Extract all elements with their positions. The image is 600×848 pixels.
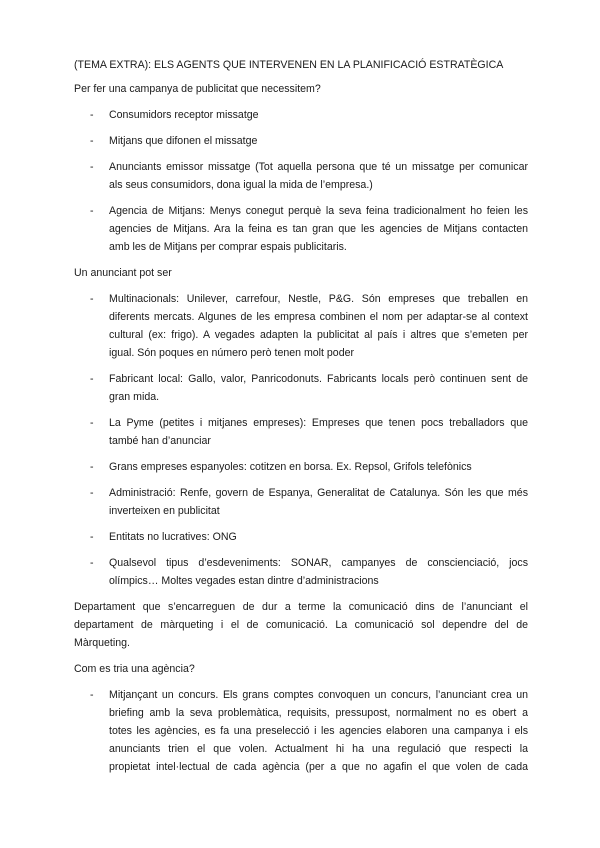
- question-advertiser-types: Un anunciant pot ser: [74, 267, 172, 279]
- list-item-line: Anunciants emissor missatge (Tot aquella persona que té un missatge per comunicar: [109, 161, 528, 173]
- list-item-text: [109, 158, 528, 194]
- list-item: [74, 484, 528, 520]
- list-item: [74, 686, 528, 776]
- list-item-text: [109, 370, 528, 406]
- list-item-text: [109, 554, 528, 590]
- list-item-text: [109, 484, 528, 520]
- list-item-line: Fabricant local: Gallo, valor, Panricodonuts. Fabricants locals però continuen sent de: [109, 373, 528, 385]
- bullet-dash: -: [90, 161, 94, 173]
- list-item-line: Multinacionals: Unilever, carrefour, Nestle, P&G. Són empreses que treballen en: [109, 293, 528, 305]
- document-title: (TEMA EXTRA): ELS AGENTS QUE INTERVENEN EN LA PLANIFICACIÓ ESTRATÈGICA: [74, 59, 504, 71]
- list-item: [74, 106, 528, 124]
- agency-selection-list: [74, 686, 528, 776]
- list-item-line: cultural (ex: frigo). A vegades adapten la publicitat al país i altres que s’emeten per: [109, 329, 528, 341]
- question-campaign-needs: Per fer una campanya de publicitat que necessitem?: [74, 83, 321, 95]
- list-item-text: [109, 290, 528, 362]
- question-choose-agency: Com es tria una agència?: [74, 663, 195, 675]
- list-item-line: Grans empreses espanyoles: cotitzen en borsa. Ex. Repsol, Grifols telefònics: [109, 461, 472, 473]
- advertiser-types-list: [74, 290, 528, 590]
- list-item-line: diferents mercats. Algunes de les empresa combinen el nom per adaptar-se al context: [109, 311, 528, 323]
- list-item-text: [109, 106, 528, 124]
- list-item-text: [109, 458, 528, 476]
- bullet-dash: -: [90, 689, 94, 701]
- bullet-dash: -: [90, 109, 94, 121]
- list-item: [74, 414, 528, 450]
- list-item-line: amb les de Mitjans per comprar espais publicitaris.: [109, 241, 347, 253]
- list-item-text: [109, 414, 528, 450]
- list-item-line: Mitjançant un concurs. Els grans comptes convoquen un concurs, l’anunciant crea un: [109, 689, 528, 701]
- list-item-line: totes les agències, es fa una preselecció i les agencies elaboren una campanya i els: [109, 725, 528, 737]
- department-paragraph: [74, 598, 528, 652]
- bullet-dash: -: [90, 531, 94, 543]
- paragraph-line: Màrqueting.: [74, 637, 130, 649]
- list-item-line: anunciants trien el que volen. Actualment hi ha una regulació que respecti la: [109, 743, 528, 755]
- list-item-line: Qualsevol tipus d’esdeveniments: SONAR, campanyes de conscienciació, jocs: [109, 557, 528, 569]
- list-item: [74, 554, 528, 590]
- bullet-dash: -: [90, 487, 94, 499]
- list-item-text: [109, 686, 528, 776]
- paragraph-line: Departament que s’encarreguen de dur a terme la comunicació dins de l’anunciant el: [74, 601, 528, 613]
- list-item: [74, 202, 528, 256]
- list-item-text: [109, 202, 528, 256]
- list-item-text: [109, 528, 528, 546]
- list-item-line: La Pyme (petites i mitjanes empreses): Empreses que tenen pocs treballadors que: [109, 417, 528, 429]
- bullet-dash: -: [90, 557, 94, 569]
- list-item-line: gran mida.: [109, 391, 160, 403]
- list-item-line: Mitjans que difonen el missatge: [109, 135, 258, 147]
- list-item-line: Consumidors receptor missatge: [109, 109, 259, 121]
- list-item-line: Administració: Renfe, govern de Espanya, Generalitat de Catalunya. Són les que més: [109, 487, 528, 499]
- list-item: [74, 132, 528, 150]
- list-item-line: igual. Són poques en número però tenen molt poder: [109, 347, 355, 359]
- bullet-dash: -: [90, 205, 94, 217]
- bullet-dash: -: [90, 461, 94, 473]
- list-item-line: Agencia de Mitjans: Menys conegut perquè la seva feina tradicionalment ho feien les: [109, 205, 528, 217]
- list-item: [74, 458, 528, 476]
- list-item-line: olímpics… Moltes vegades estan dintre d’administracions: [109, 575, 379, 587]
- bullet-dash: -: [90, 417, 94, 429]
- list-item: [74, 158, 528, 194]
- list-item-line: briefing amb la seva problemàtica, requisits, pressupost, normalment no es obert a: [109, 707, 528, 719]
- list-item-line: també han d’anunciar: [109, 435, 211, 447]
- bullet-dash: -: [90, 293, 94, 305]
- list-item-line: agencies de Mitjans. Ara la feina es tan gran que les agencies de Mitjans contacten: [109, 223, 528, 235]
- list-item: [74, 370, 528, 406]
- list-item-line: Entitats no lucratives: ONG: [109, 531, 237, 543]
- paragraph-line: departament de màrqueting i el de comunicació. La comunicació sol dependre del de: [74, 619, 528, 631]
- bullet-dash: -: [90, 135, 94, 147]
- bullet-dash: -: [90, 373, 94, 385]
- list-item-line: inverteixen en publicitat: [109, 505, 220, 517]
- list-item-line: als seus consumidors, dona igual la mida de l’empresa.): [109, 179, 373, 191]
- document-body: [74, 56, 528, 784]
- list-item: [74, 290, 528, 362]
- campaign-needs-list: [74, 106, 528, 256]
- list-item-line: propietat intel·lectual de cada agència (per a que no agafin el que volen de cada: [109, 761, 528, 773]
- list-item-text: [109, 132, 528, 150]
- list-item: [74, 528, 528, 546]
